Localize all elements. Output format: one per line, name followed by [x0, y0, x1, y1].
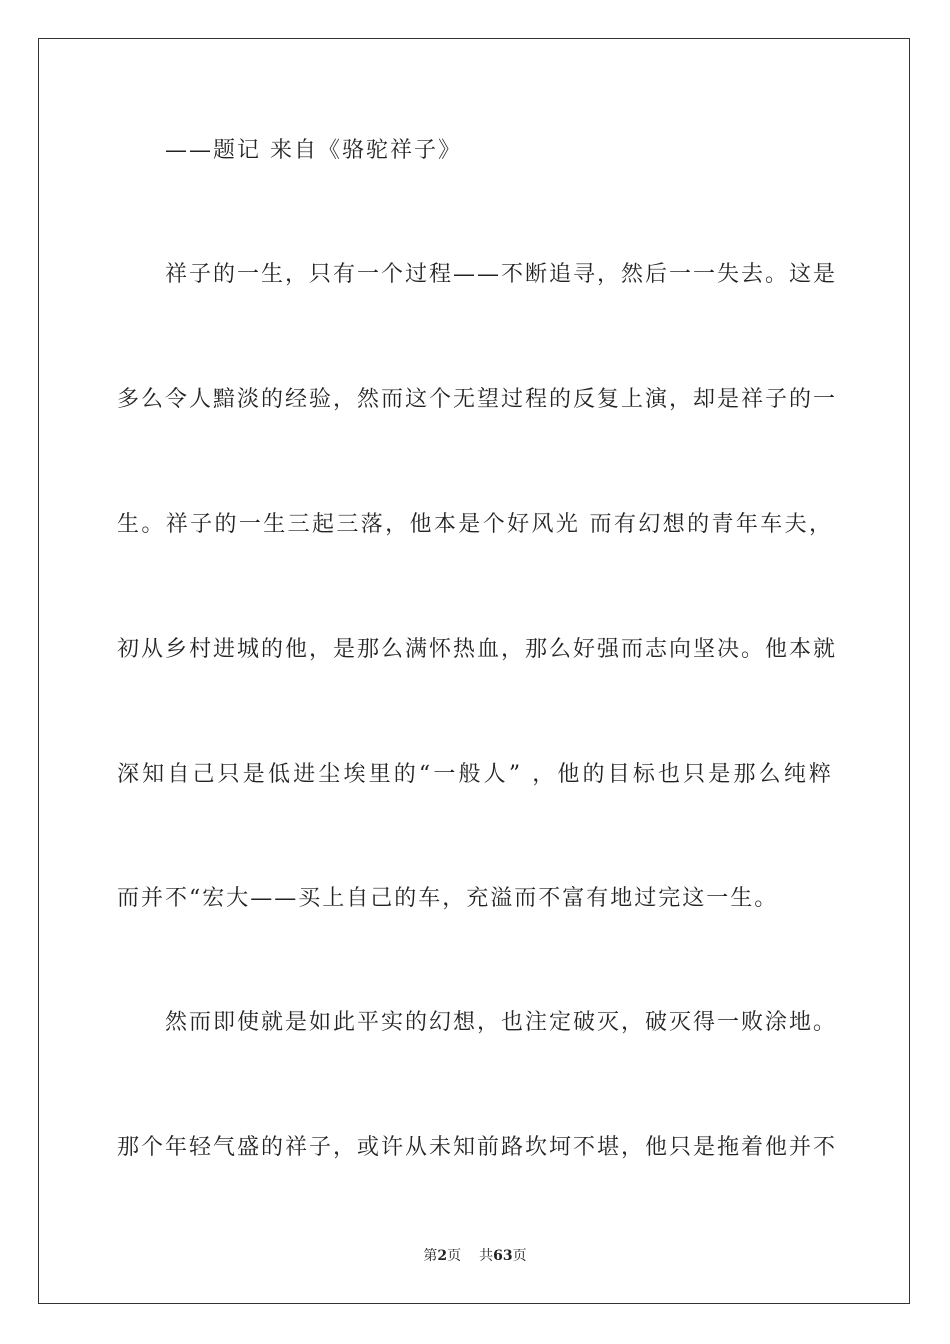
page-number: 2: [437, 1248, 448, 1264]
paragraph-line: 深知自己只是低进尘埃里的“一般人” ，他的目标也只是那么纯粹: [117, 762, 833, 787]
paragraph-line: 生。祥子的一生三起三落，他本是个好风光 而有幻想的青年车夫，: [117, 512, 833, 537]
paragraph-line: 然而即使就是如此平实的幻想，也注定破灭，破灭得一败涂地。: [165, 1010, 838, 1035]
epigraph: ——题记 来自《骆驼祥子》: [165, 138, 462, 163]
page-suffix: 页: [447, 1248, 462, 1264]
paragraph-line: 多么令人黯淡的经验，然而这个无望过程的反复上演，却是祥子的一: [117, 387, 838, 412]
total-pages: 63: [493, 1248, 513, 1264]
total-prefix: 共: [479, 1248, 494, 1264]
page-footer: [0, 1246, 950, 1266]
paragraph-line: 那个年轻气盛的祥子，或许从未知前路坎坷不堪，他只是拖着他并不: [117, 1135, 838, 1160]
paragraph-line: 祥子的一生，只有一个过程——不断追寻，然后一一失去。这是: [165, 262, 838, 287]
page-prefix: 第: [423, 1248, 438, 1264]
paragraph-line: 而并不“宏大——买上自己的车，充溢而不富有地过完这一生。: [117, 886, 779, 911]
page-frame: [38, 38, 910, 1304]
paragraph-line: 初从乡村进城的他，是那么满怀热血，那么好强而志向坚决。他本就: [117, 637, 838, 662]
total-suffix: 页: [512, 1248, 527, 1264]
